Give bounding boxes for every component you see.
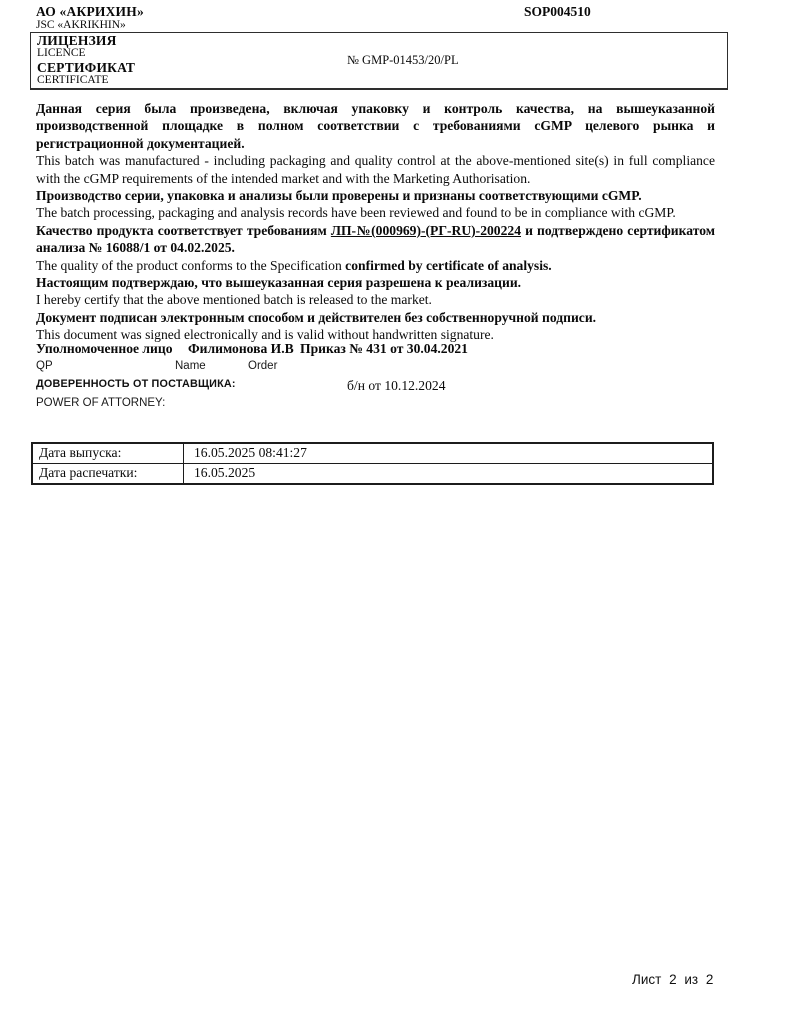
licence-certificate-box [30, 32, 728, 90]
name-label-en: Name [175, 359, 206, 372]
certificate-label-en: CERTIFICATE [37, 74, 109, 86]
release-date-value: 16.05.2025 08:41:27 [184, 443, 714, 464]
statement-records-en: The batch processing, packaging and analysis records have been reviewed and found to be in compliance with cGMP. [36, 205, 676, 221]
dates-table [31, 442, 714, 485]
signatory-block [36, 341, 715, 415]
qp-row-en [36, 360, 715, 379]
print-date-value: 16.05.2025 [184, 464, 714, 485]
statement-records-ru: Производство серии, упаковка и анализы были проверены и признаны соответствующими cGMP. [36, 188, 642, 204]
registration-number: ЛП-№(000969)-(РГ-RU)-200224 [330, 222, 521, 238]
qp-row-ru [36, 341, 715, 360]
qp-order: Приказ № 431 от 30.04.2021 [300, 341, 468, 356]
poa-label-en: POWER OF ATTORNEY: [36, 396, 166, 409]
statement-quality-en [36, 257, 715, 274]
statement-esign-en: This document was signed electronically and is valid without handwritten signature. [36, 327, 494, 343]
statement-quality-ru [36, 222, 715, 257]
quality-text-before: Качество продукта соответствует требованиям [36, 222, 331, 238]
table-row-release-date [32, 443, 713, 464]
quality-en-normal: The quality of the product conforms to the Specification [36, 257, 346, 273]
statement-esign-ru: Документ подписан электронным способом и действителен без собственноручной подписи. [36, 309, 597, 325]
company-name-ru: АО «АКРИХИН» [36, 4, 144, 19]
certificate-label-ru: СЕРТИФИКАТ [37, 60, 136, 75]
company-name-en: JSC «AKRIKHIN» [36, 19, 126, 31]
order-label-en: Order [248, 359, 278, 372]
print-date-label: Дата распечатки: [32, 464, 184, 485]
poa-value: б/н от 10.12.2024 [347, 378, 446, 393]
statement-manufactured-ru: Данная серия была произведена, включая упаковку и контроль качества, на вышеуказанной производственной площадке в полном соответствии с требованиями cGMP целевого рынка и регистрационной документацией. [36, 101, 715, 151]
page-number: Лист 2 из 2 [632, 972, 714, 987]
poa-label-ru: ДОВЕРЕННОСТЬ ОТ ПОСТАВЩИКА: [36, 378, 236, 390]
release-date-label: Дата выпуска: [32, 443, 184, 464]
licence-label-en: LICENCE [37, 47, 86, 59]
qp-name: Филимонова И.В [188, 341, 294, 356]
certificate-body [36, 100, 715, 344]
poa-row-en [36, 397, 715, 416]
qp-title-ru: Уполномоченное лицо [36, 341, 173, 356]
statement-release-ru: Настоящим подтверждаю, что вышеуказанная серия разрешена к реализации. [36, 275, 522, 291]
statement-manufactured-en: This batch was manufactured - including packaging and quality control at the above-mentioned site(s) in full compliance with the cGMP requirements of the intended market and with the Marketing Authorisation. [36, 153, 715, 186]
table-row-print-date [32, 464, 713, 485]
gmp-certificate-number: № GMP-01453/20/PL [347, 53, 459, 67]
qp-label-en: QP [36, 359, 53, 372]
sop-document-code: SOP004510 [524, 4, 591, 19]
poa-row-ru [36, 378, 715, 397]
quality-text-after: и подтверждено сертификатом анализа № 16088/1 от 04.02.2025. [36, 222, 715, 256]
statement-release-en: I hereby certify that the above mentioned batch is released to the market. [36, 292, 432, 308]
quality-en-bold: confirmed by certificate of analysis. [345, 257, 552, 273]
licence-label-ru: ЛИЦЕНЗИЯ [37, 33, 117, 48]
